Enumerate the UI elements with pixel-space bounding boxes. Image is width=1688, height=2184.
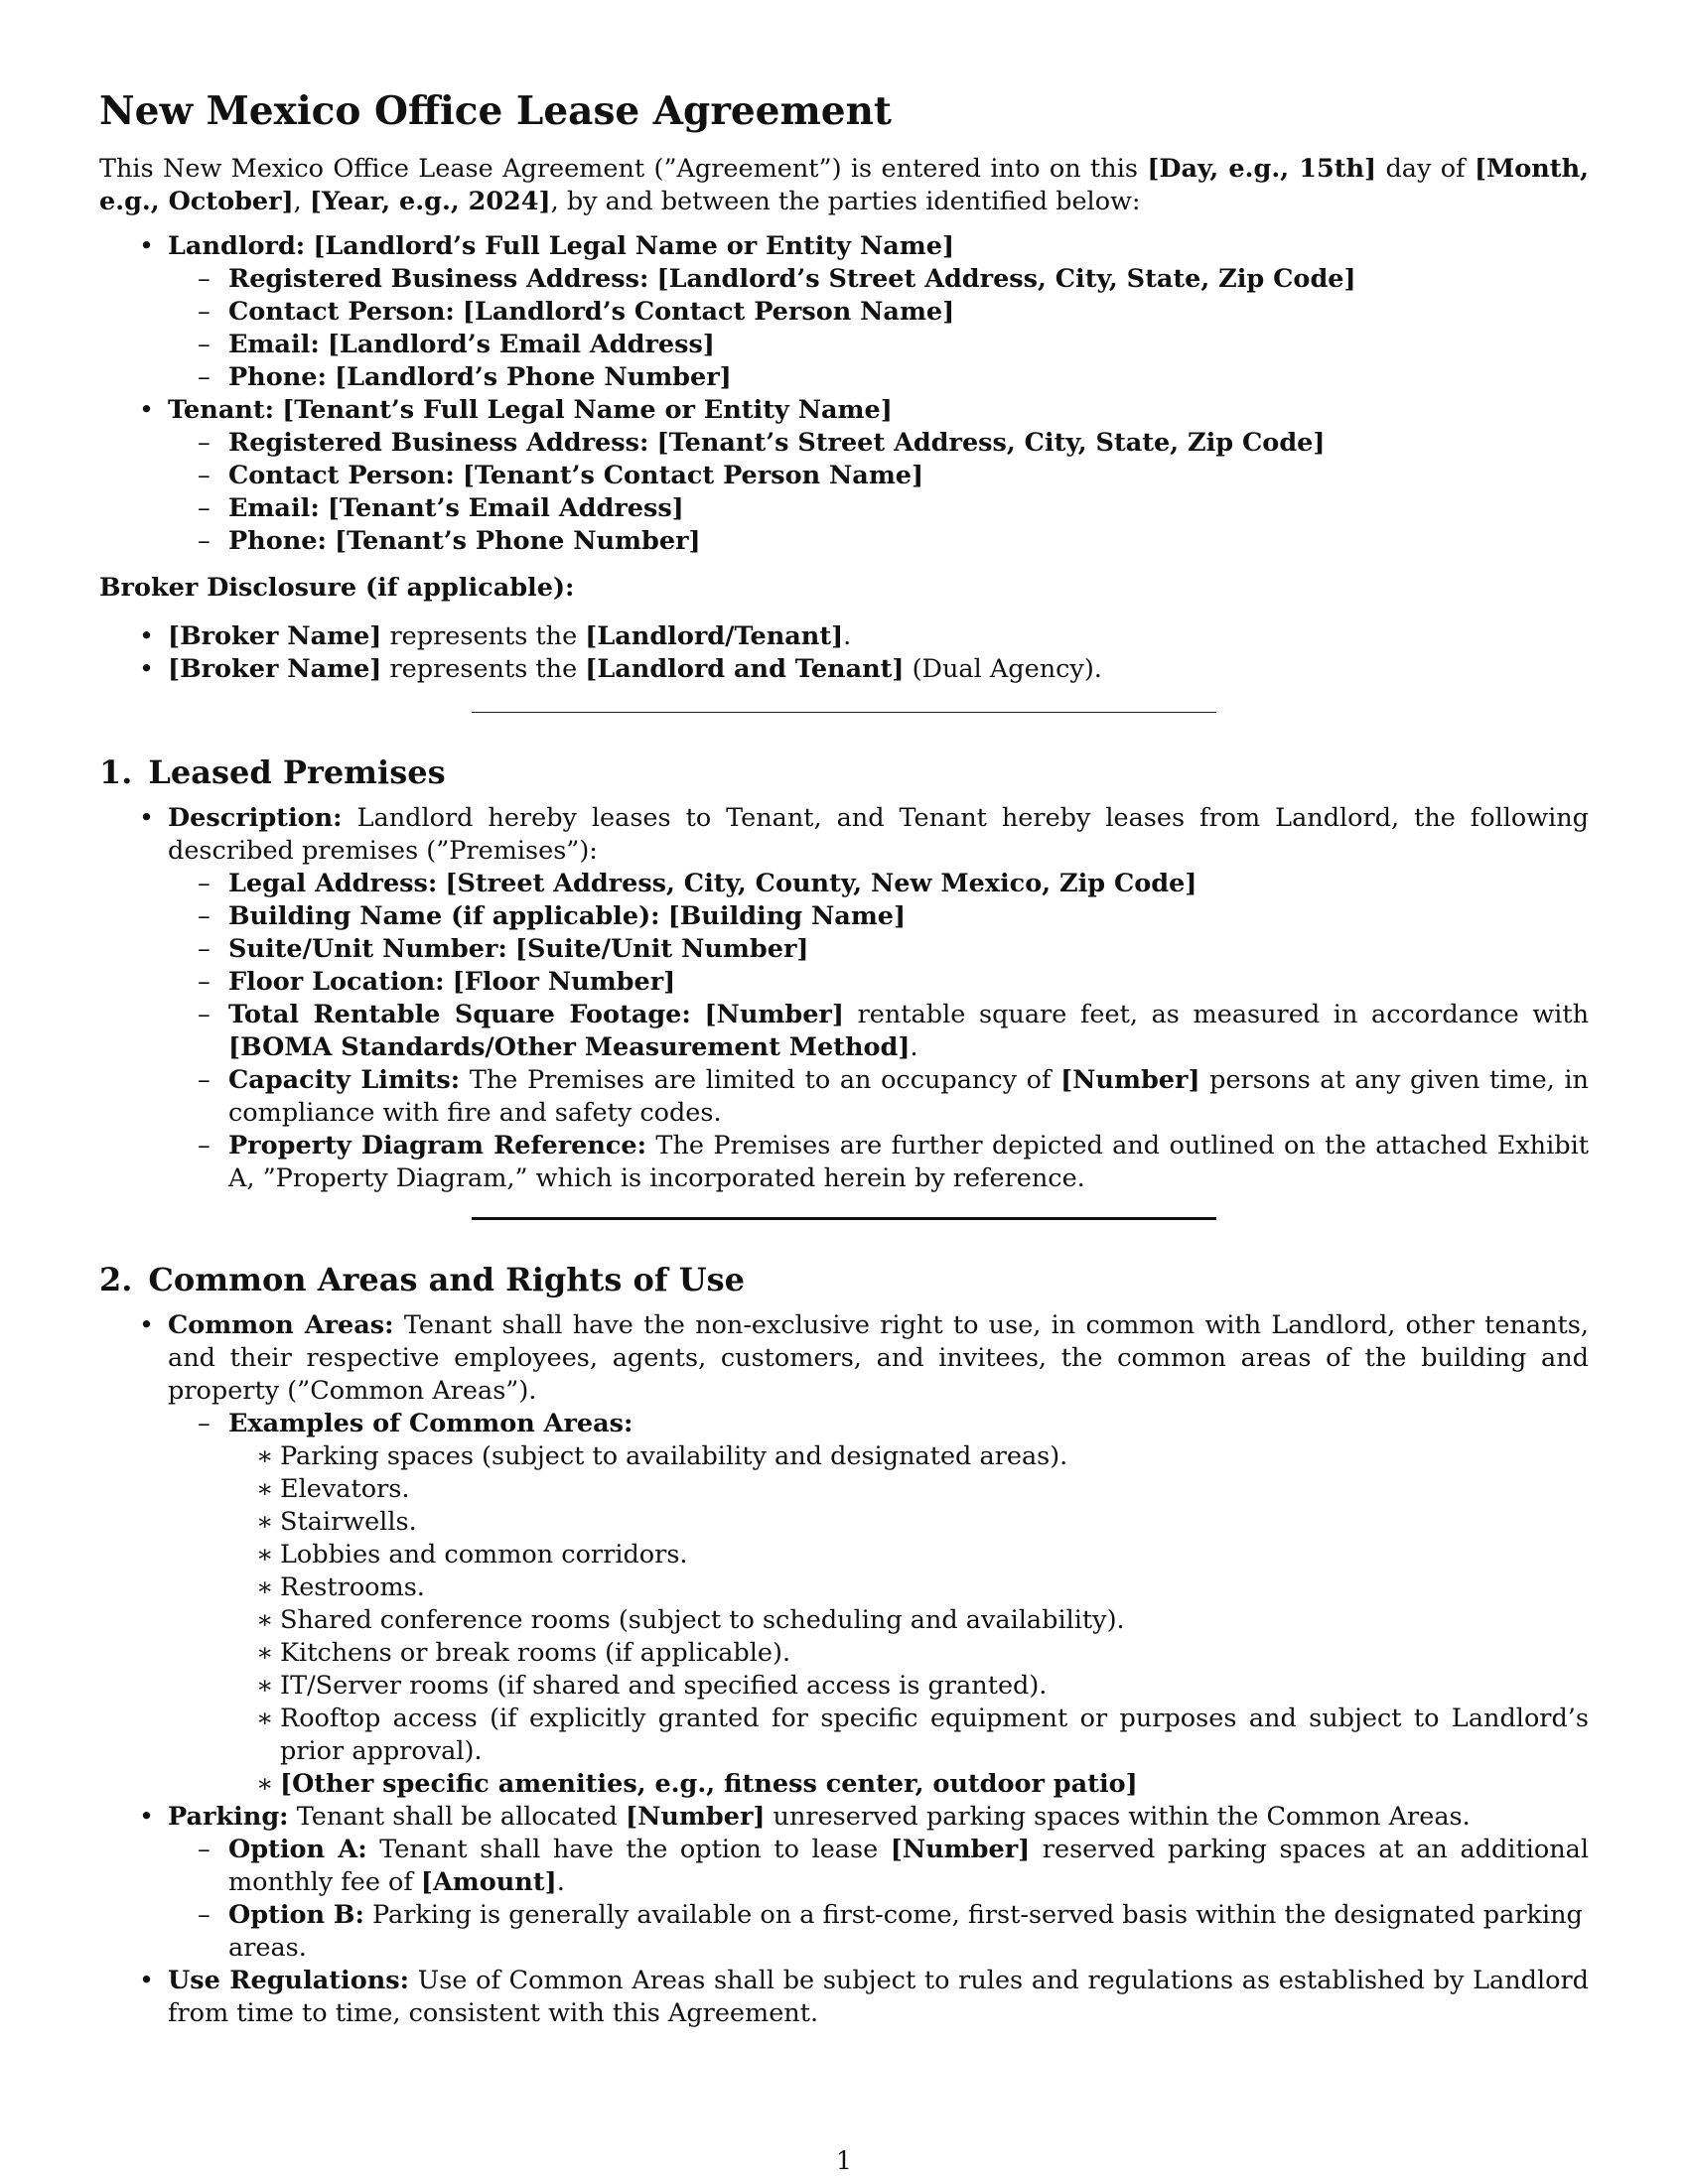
common-areas-item: • Common Areas: Tenant shall have the non-exclusive right to use, in common with Landlord, other tenants, and their respective employees, agents, customers, and invitees, the common areas of the building and property (”Common Areas”). – Examples of Common Areas: ∗ Parking spaces (subject to availability and designated areas). ∗ Elevators. ∗ Stairwells. ∗ Lobbies and common corridors. ∗ Restrooms. ∗ Shared conference rooms (subject to scheduling and availability). ∗ Kitchens or break rooms (if applicable). ∗ IT/Server rooms (if shared and specified access is granted). ∗ Rooftop access (if explicitly granted for specific equipment or purposes and subject to Landlord’s prior approval). ∗ [Other specific amenities, e.g., fitness center, outdoor patio] [99,1309,1589,1801]
list-item: ∗ Shared conference rooms (subject to scheduling and availability). [228,1604,1589,1637]
premises-description: • Description: Landlord hereby leases to Tenant, and Tenant hereby leases from Landlord, the following described premises (”Premises”): – Legal Address: [Street Address, City, County, New Mexico, Zip Code] – Building Name (if applicable): [Building Name] – Suite/Unit Number: [Suite/Unit Number] – Floor Location: [Floor Number] – Total Rentable Square Footage: [Number] rentable square feet, as measured in accordance with [BOMA Standards/Other Measurement Method]. – Capacity Limits: The Premises are limited to an occupancy of [Number] persons at any given time, in compliance with fire and safety codes. – Property Diagram Reference: The Premises are further depicted and outlined on the attached Exhibit A, ”Property Diagram,” which is incorporated herein by reference. [99,802,1589,1195]
intro-paragraph: This New Mexico Office Lease Agreement (”Agreement”) is entered into on this [Day, e.g., 15th] day of [Month, e.g., October], [Year, e.g., 2024], by and between the parties identified below: [99,154,1589,216]
parking-item: • Parking: Tenant shall be allocated [Number] unreserved parking spaces within the Common Areas. – Option A: Tenant shall have the option to lease [Number] reserved parking spaces at an additional monthly fee of [Amount]. – Option B: Parking is generally available on a first-come, first-served basis within the designated parking areas. [99,1801,1589,1965]
list-item: ∗ Parking spaces (subject to availability and designated areas). [228,1440,1589,1473]
list-item: ∗ Restrooms. [228,1571,1589,1604]
section-divider [472,712,1216,713]
list-item: ∗ [Other specific amenities, e.g., fitness center, outdoor patio] [228,1768,1589,1801]
parking-option-a: – Option A: Tenant shall have the option to lease [Number] reserved parking spaces at an additional monthly fee of [Amount]. [168,1834,1589,1899]
landlord-item: • Landlord: [Landlord’s Full Legal Name or Entity Name] – Registered Business Address: [Landlord’s Street Address, City, State, Zip Code] – Contact Person: [Landlord’s Contact Person Name] – Email: [Landlord’s Email Address] – Phone: [Landlord’s Phone Number] [99,230,1589,394]
capacity-limits: – Capacity Limits: The Premises are limited to an occupancy of [Number] persons at any given time, in compliance with fire and safety codes. [168,1064,1589,1130]
building-name: – Building Name (if applicable): [Building Name] [168,900,1589,933]
broker-item: • [Broker Name] represents the [Landlord and Tenant] (Dual Agency). [99,653,1589,686]
parking-option-b: – Option B: Parking is generally available on a first-come, first-served basis within the designated parking areas. [168,1899,1589,1965]
document-page [99,79,1589,2030]
broker-list [99,620,1589,686]
tenant-contact: – Contact Person: [Tenant’s Contact Person Name] [168,460,1589,492]
tenant-address: – Registered Business Address: [Tenant’s Street Address, City, State, Zip Code] [168,427,1589,460]
parties-list [99,230,1589,558]
tenant-phone: – Phone: [Tenant’s Phone Number] [168,525,1589,558]
section-divider [472,1217,1216,1220]
section-1-heading: 1. Leased Premises [99,753,446,791]
tenant-item: • Tenant: [Tenant’s Full Legal Name or Entity Name] – Registered Business Address: [Tenant’s Street Address, City, State, Zip Code] – Contact Person: [Tenant’s Contact Person Name] – Email: [Tenant’s Email Address] – Phone: [Tenant’s Phone Number] [99,394,1589,558]
tenant-name: [Tenant’s Full Legal Name or Entity Name] [282,395,893,425]
section-1-list [99,802,1589,1195]
use-regulations-item: • Use Regulations: Use of Common Areas shall be subject to rules and regulations as established by Landlord from time to time, consistent with this Agreement. [99,1965,1589,2030]
list-item: ∗ Rooftop access (if explicitly granted for specific equipment or purposes and subject to Landlord’s prior approval). [228,1703,1589,1768]
section-2-heading: 2. Common Areas and Rights of Use [99,1261,745,1298]
section-2-list [99,1309,1589,2030]
document-title: New Mexico Office Lease Agreement [99,88,892,134]
common-areas-examples: – Examples of Common Areas: ∗ Parking spaces (subject to availability and designated areas). ∗ Elevators. ∗ Stairwells. ∗ Lobbies and common corridors. ∗ Restrooms. ∗ Shared conference rooms (subject to scheduling and availability). ∗ Kitchens or break rooms (if applicable). ∗ IT/Server rooms (if shared and specified access is granted). ∗ Rooftop access (if explicitly granted for specific equipment or purposes and subject to Landlord’s prior approval). ∗ [Other specific amenities, e.g., fitness center, outdoor patio] [168,1408,1589,1801]
broker-heading: Broker Disclosure (if applicable): [99,573,575,603]
property-diagram-reference: – Property Diagram Reference: The Premises are further depicted and outlined on the attached Exhibit A, ”Property Diagram,” which is incorporated herein by reference. [168,1130,1589,1195]
intro-year: [Year, e.g., 2024] [309,187,551,216]
floor-location: – Floor Location: [Floor Number] [168,966,1589,999]
landlord-address: – Registered Business Address: [Landlord’s Street Address, City, State, Zip Code] [168,263,1589,296]
landlord-email: – Email: [Landlord’s Email Address] [168,329,1589,361]
square-footage: – Total Rentable Square Footage: [Number] rentable square feet, as measured in accordance with [BOMA Standards/Other Measurement Method]. [168,999,1589,1064]
landlord-name: [Landlord’s Full Legal Name or Entity Name] [313,231,955,261]
page-number: 1 [836,2146,852,2175]
legal-address: – Legal Address: [Street Address, City, County, New Mexico, Zip Code] [168,868,1589,900]
list-item: ∗ IT/Server rooms (if shared and specified access is granted). [228,1670,1589,1703]
intro-day: [Day, e.g., 15th] [1147,154,1377,184]
tenant-email: – Email: [Tenant’s Email Address] [168,492,1589,525]
list-item: ∗ Stairwells. [228,1506,1589,1539]
broker-item: • [Broker Name] represents the [Landlord/Tenant]. [99,620,1589,653]
list-item: ∗ Lobbies and common corridors. [228,1539,1589,1571]
landlord-phone: – Phone: [Landlord’s Phone Number] [168,361,1589,394]
intro-month: [Month, e.g., October] [99,154,1589,216]
suite-number: – Suite/Unit Number: [Suite/Unit Number] [168,933,1589,966]
landlord-contact: – Contact Person: [Landlord’s Contact Person Name] [168,296,1589,329]
list-item: ∗ Kitchens or break rooms (if applicable). [228,1637,1589,1670]
list-item: ∗ Elevators. [228,1473,1589,1506]
